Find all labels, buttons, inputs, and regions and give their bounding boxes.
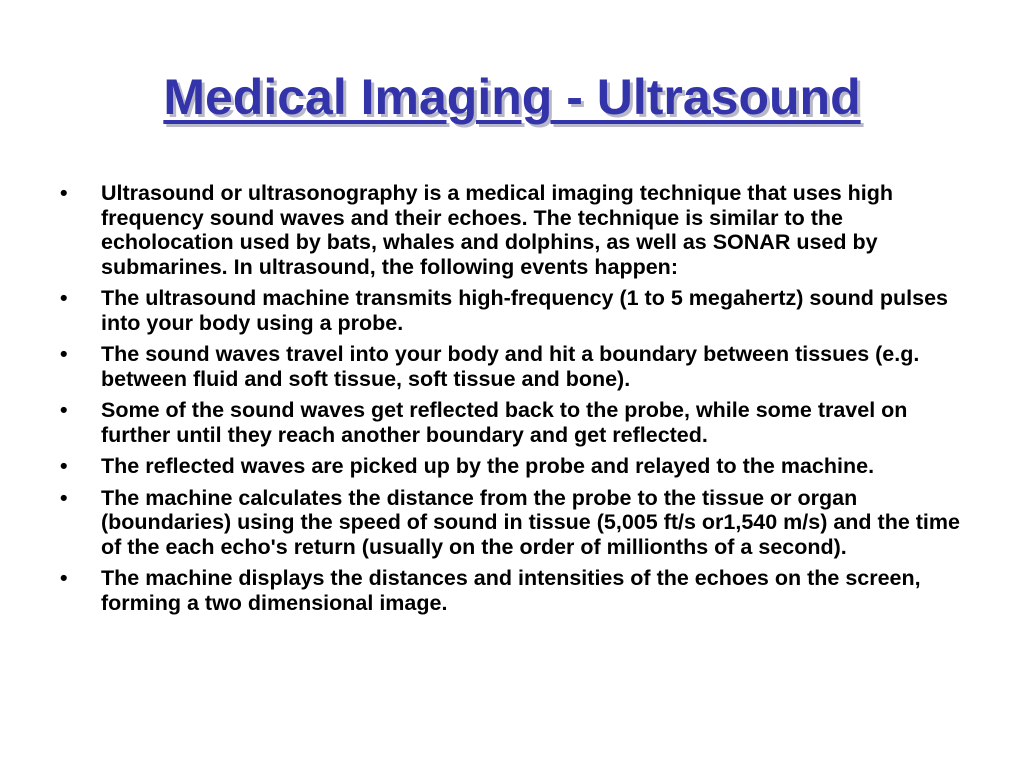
bullet-item <box>60 342 960 391</box>
bullet-item <box>60 486 960 560</box>
bullet-text: Some of the sound waves get reflected back to the probe, while some travel on further until they reach another boundary and get reflected. <box>101 398 908 447</box>
bullet-item <box>60 566 960 615</box>
bullet-text: The ultrasound machine transmits high-frequency (1 to 5 megahertz) sound pulses into your body using a probe. <box>101 286 948 335</box>
bullet-icon: • <box>60 454 68 478</box>
bullet-icon: • <box>60 181 68 205</box>
bullet-list <box>60 181 960 622</box>
bullet-item <box>60 454 960 479</box>
bullet-icon: • <box>60 485 68 510</box>
bullet-text: The reflected waves are picked up by the probe and relayed to the machine. <box>101 454 875 478</box>
bullet-item <box>60 286 960 335</box>
bullet-text: Ultrasound or ultrasonography is a medical imaging technique that uses high frequency sound waves and their echoes. The technique is similar to the echolocation used by bats, whales and dolphins, as well as SONAR used by submarines. In ultrasound, the following events happen: <box>101 181 894 279</box>
bullet-icon: • <box>60 342 68 366</box>
bullet-text: The machine displays the distances and intensities of the echoes on the screen, forming a two dimensional image. <box>101 566 921 615</box>
bullet-text: The machine calculates the distance from the probe to the tissue or organ (boundaries) using the speed of sound in tissue (5,005 ft/s or1,540 m/s) and the time of the each echo's return (usually on the order of millionths of a second). <box>101 485 960 559</box>
bullet-item <box>60 181 960 279</box>
bullet-text: The sound waves travel into your body and hit a boundary between tissues (e.g. between fluid and soft tissue, soft tissue and bone). <box>101 342 920 391</box>
bullet-icon: • <box>60 286 68 310</box>
bullet-icon: • <box>60 566 68 590</box>
slide-title: Medical Imaging - Ultrasound <box>163 69 861 125</box>
bullet-item <box>60 398 960 447</box>
bullet-icon: • <box>60 398 68 422</box>
